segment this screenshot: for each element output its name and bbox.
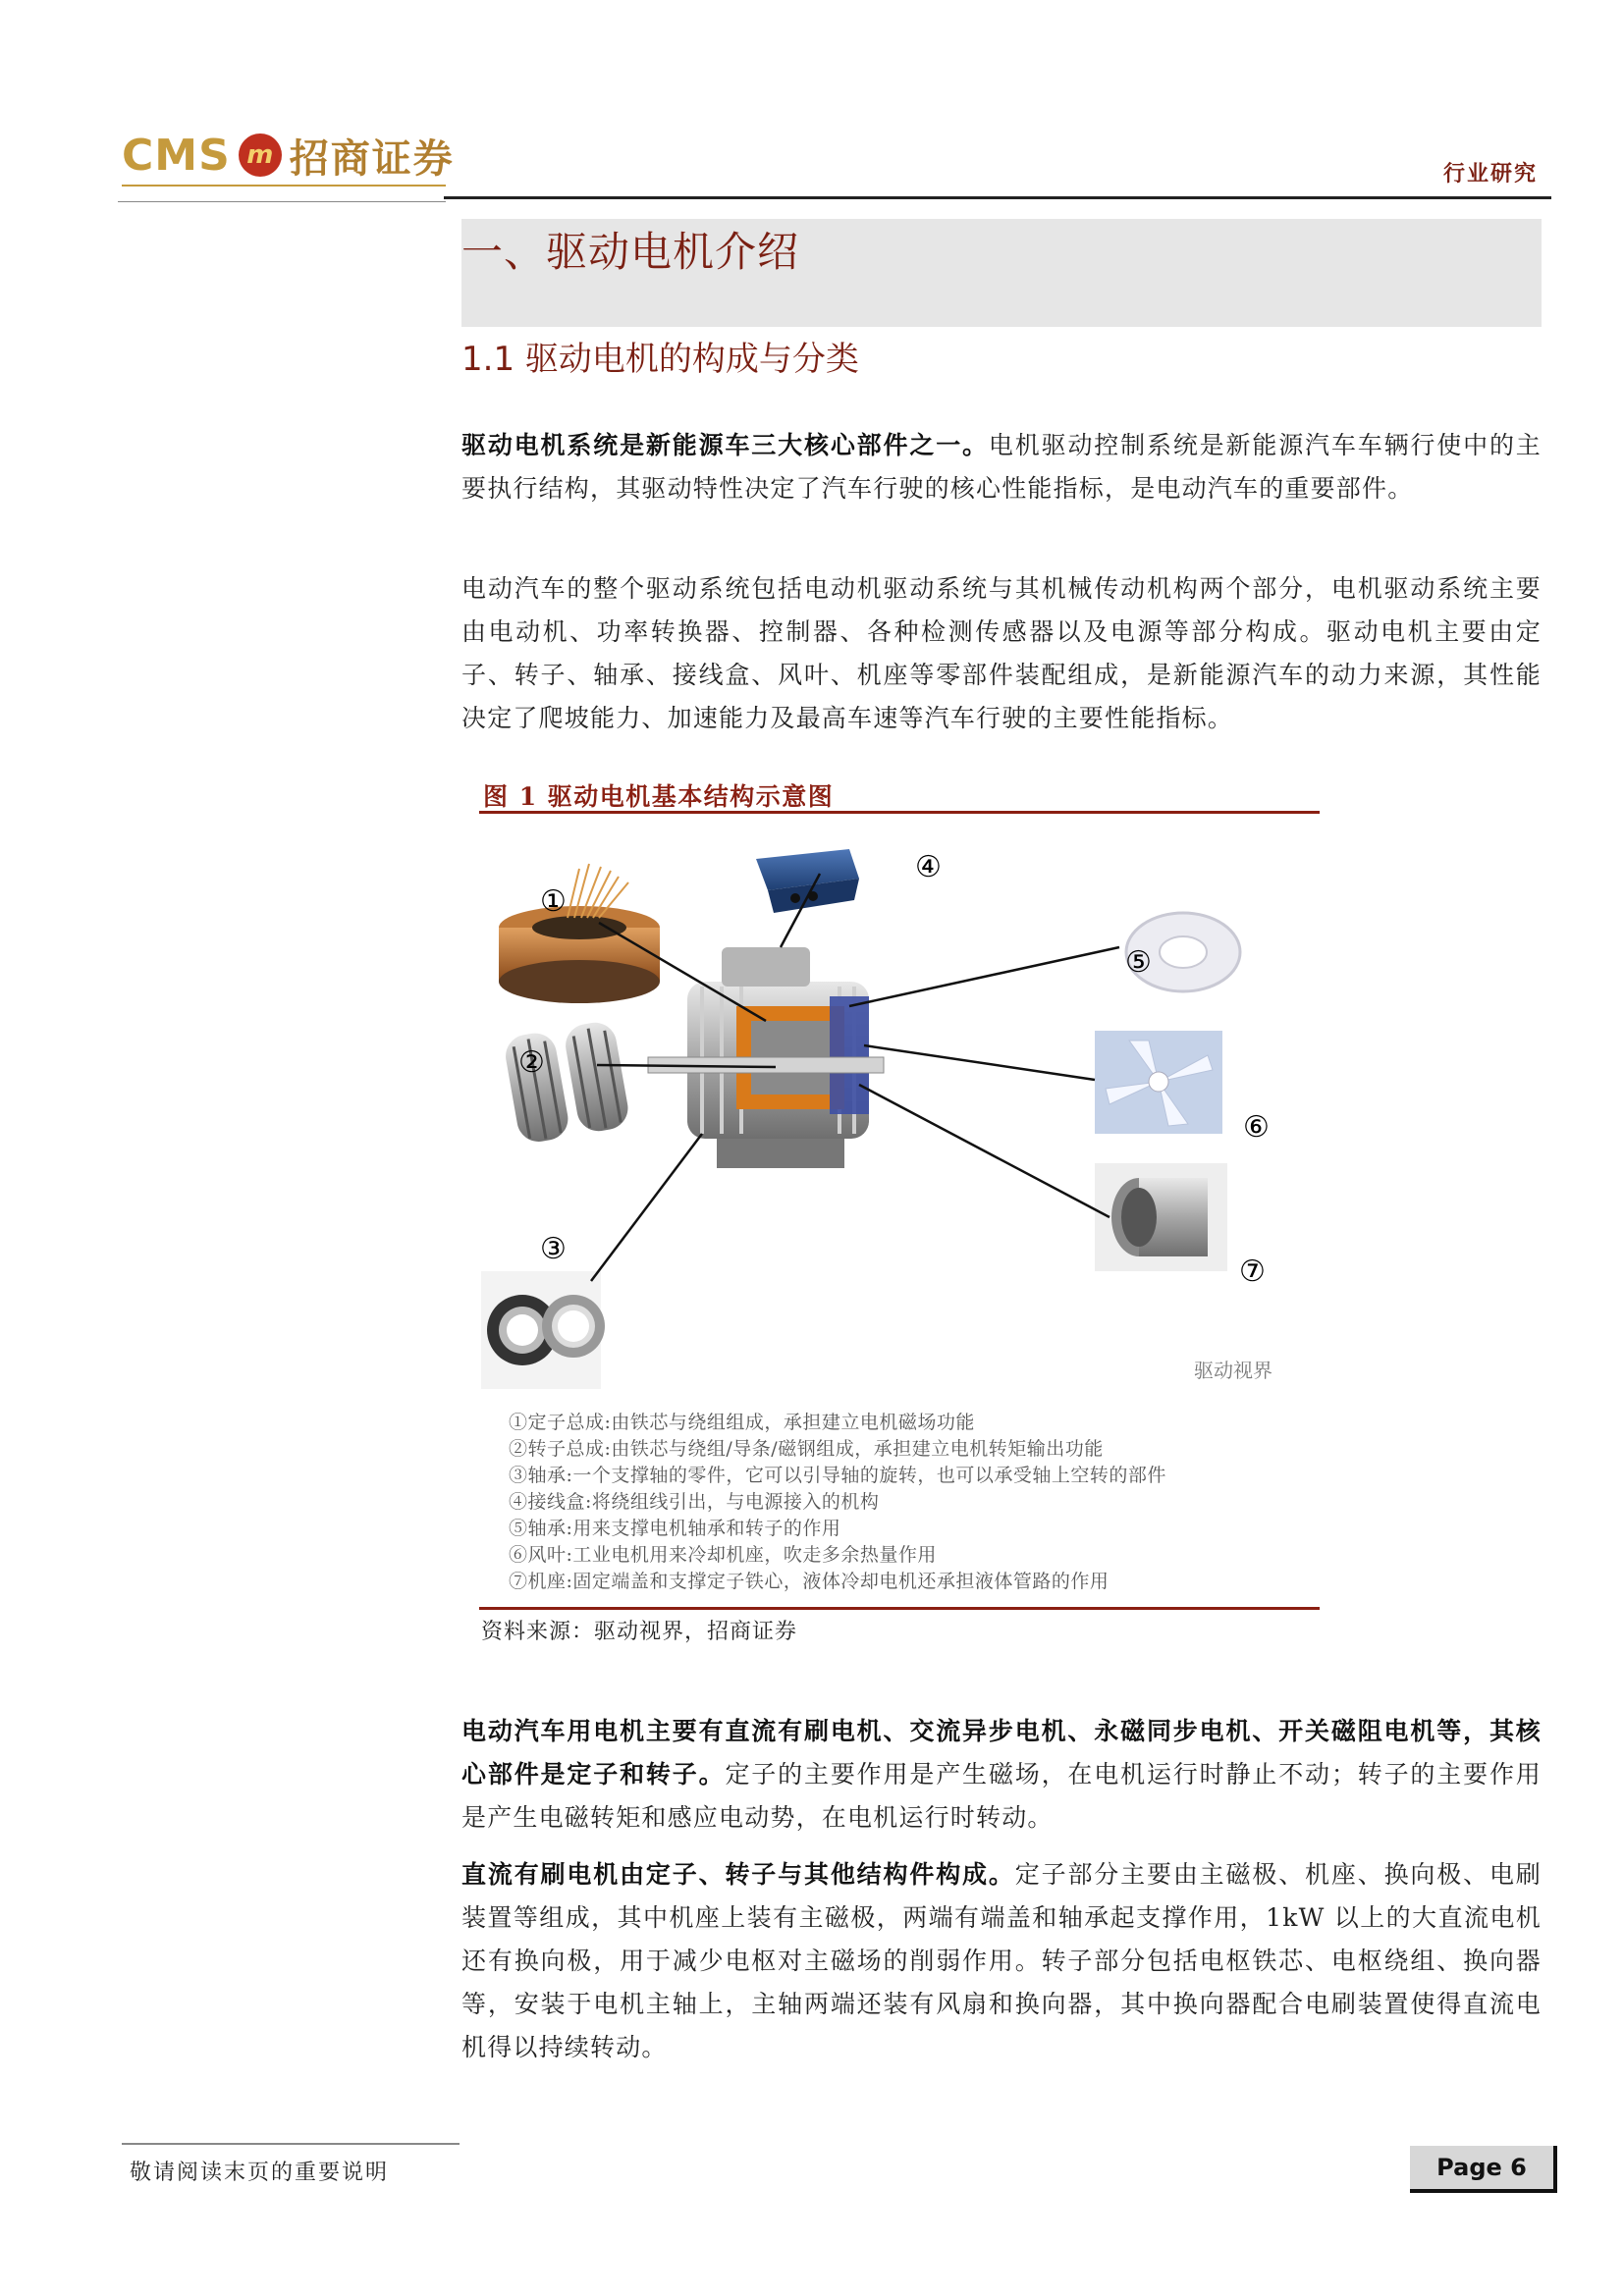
paragraph-4-lead: 直流有刷电机由定子、转子与其他结构件构成。 [461, 1860, 1015, 1889]
legend-item: ④接线盒:将绕组线引出，与电源接入的机构 [509, 1491, 880, 1513]
legend-item: ⑦机座:固定端盖和支撑定子铁心，液体冷却电机还承担液体管路的作用 [509, 1571, 1110, 1592]
paragraph-3 [461, 1710, 1542, 1840]
paragraph-4-body: 定子部分主要由主磁极、机座、换向极、电刷装置等组成，其中机座上装有主磁极，两端有端盖和轴承起支撑作用，1kW 以上的大直流电机还有换向极，用于减少电枢对主磁场的削弱作用。转子部分包括电枢铁芯、电枢绕组、换向器等，安装于电机主轴上，主轴两端还装有风扇和换向器，其中换向器配合电刷装置使得直流电机得以持续转动。 [461, 1860, 1542, 2061]
housing-image [1095, 1163, 1227, 1271]
paragraph-1-body: 电机驱动控制系统是新能源汽车车辆行使中的主要执行结构，其驱动特性决定了汽车行驶的核心性能指标，是电动汽车的重要部件。 [461, 431, 1542, 503]
paragraph-2 [461, 567, 1542, 740]
bearing-image [481, 1271, 605, 1389]
logo-cms-text: CMS [122, 130, 231, 181]
part-number-7: ⑦ [1239, 1255, 1266, 1289]
footer-rule [122, 2143, 460, 2145]
part-number-3: ③ [540, 1232, 567, 1266]
legend-item: ⑥风叶:工业电机用来冷却机座，吹走多余热量作用 [509, 1544, 937, 1566]
header-rule [444, 196, 1551, 199]
logo-company-name: 招商证券 [289, 135, 455, 182]
part-number-4: ④ [915, 850, 942, 884]
paragraph-1-lead: 驱动电机系统是新能源车三大核心部件之一。 [461, 431, 989, 459]
legend-item: ③轴承:一个支撑轴的零件，它可以引导轴的旋转，也可以承受轴上空转的部件 [509, 1465, 1166, 1486]
rotor-image [503, 1019, 631, 1145]
diagram-watermark: 驱动视界 [1194, 1359, 1272, 1382]
subsection-title: 1.1 驱动电机的构成与分类 [461, 340, 859, 379]
section-title: 一、驱动电机介绍 [461, 228, 800, 276]
part-number-6: ⑥ [1243, 1110, 1270, 1145]
fan-image [1095, 1031, 1222, 1134]
motor-cutaway-image [648, 947, 884, 1168]
logo-badge-icon: m [239, 133, 282, 177]
footer-disclaimer: 敬请阅读末页的重要说明 [130, 2161, 390, 2185]
logo-underline [122, 185, 446, 187]
paragraph-3-body: 定子的主要作用是产生磁场，在电机运行时静止不动；转子的主要作用是产生电磁转矩和感应电动势，在电机运行时转动。 [461, 1760, 1542, 1832]
paragraph-1 [461, 424, 1542, 510]
section-label: 行业研究 [1442, 161, 1538, 187]
figure-title: 图 1 驱动电机基本结构示意图 [483, 782, 835, 811]
brand-logo [122, 126, 455, 185]
paragraph-2-body: 电动汽车的整个驱动系统包括电动机驱动系统与其机械传动机构两个部分，电机驱动系统主要由电动机、功率转换器、控制器、各种检测传感器以及电源等部分构成。驱动电机主要由定子、转子、轴承、接线盒、风叶、机座等零部件装配组成，是新能源汽车的动力来源，其性能决定了爬坡能力、加速能力及最高车速等汽车行驶的主要性能指标。 [461, 574, 1542, 732]
page-number: Page 6 [1410, 2146, 1557, 2193]
part-number-5: ⑤ [1125, 945, 1152, 980]
figure-rule-top [479, 811, 1320, 814]
part-number-1: ① [540, 884, 567, 919]
figure-source: 资料来源：驱动视界，招商证券 [481, 1620, 798, 1644]
legend-item: ①定子总成:由铁芯与绕组组成，承担建立电机磁场功能 [509, 1412, 975, 1433]
stator-image [499, 864, 660, 1003]
part-number-2: ② [518, 1045, 545, 1080]
legend-item: ⑤轴承:用来支撑电机轴承和转子的作用 [509, 1518, 841, 1539]
junction-box-image [756, 849, 859, 913]
figure-legend [509, 1410, 1166, 1595]
figure-rule-bottom [479, 1607, 1320, 1610]
paragraph-4 [461, 1853, 1542, 2069]
legend-item: ②转子总成:由铁芯与绕组/导条/磁钢组成，承担建立电机转矩输出功能 [509, 1438, 1104, 1460]
motor-structure-diagram [481, 820, 1316, 1409]
paragraph-3-lead: 电动汽车用电机主要有直流有刷电机、交流异步电机、永磁同步电机、开关磁阻电机等，其核心部件是定子和转子。 [461, 1717, 1542, 1789]
header-rule-left [118, 201, 446, 202]
